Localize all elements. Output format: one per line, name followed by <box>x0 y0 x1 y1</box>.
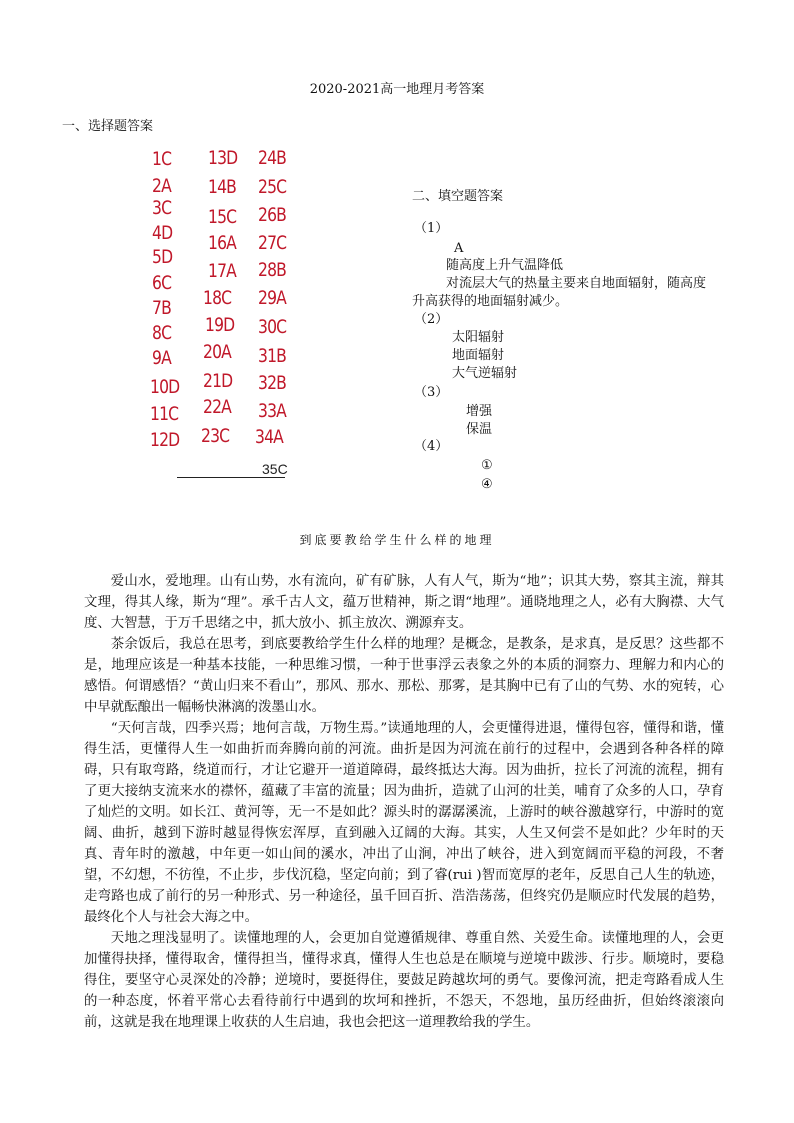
q2-item: 大气逆辐射 <box>452 366 518 381</box>
answer-item: 18C <box>203 287 232 309</box>
answer-item: 16A <box>208 232 237 254</box>
q3-item: 增强 <box>466 404 493 419</box>
answer-item: 14B <box>208 176 237 198</box>
underline-divider <box>177 477 285 478</box>
answer-item: 1C <box>152 148 172 170</box>
essay-body <box>84 571 724 1033</box>
answer-item: 26B <box>258 204 287 226</box>
q1-answer-a: A <box>454 241 464 256</box>
answer-item: 29A <box>258 287 287 309</box>
answer-item: 11C <box>150 403 179 425</box>
section2-heading: 二、填空题答案 <box>412 189 504 204</box>
answer-item: 4D <box>152 222 173 244</box>
page-title: 2020-2021高一地理月考答案 <box>309 82 485 97</box>
answer-item: 32B <box>258 372 287 394</box>
answer-item: 10D <box>150 376 180 398</box>
answer-item: 9A <box>152 347 171 369</box>
q1-answer-c2: 升高获得的地面辐射减少。 <box>412 294 569 309</box>
answer-item: 34A <box>255 426 284 448</box>
q3-item: 保温 <box>466 422 493 437</box>
answer-item: 20A <box>203 341 232 363</box>
answer-item: 21D <box>203 370 233 392</box>
answer-item: 6C <box>152 272 172 294</box>
q3-number: （3） <box>414 385 449 400</box>
section1-heading: 一、选择题答案 <box>62 119 154 134</box>
answer-item: 3C <box>152 197 172 219</box>
answer-extra: 35C <box>262 461 288 477</box>
answer-item: 33A <box>258 400 287 422</box>
answer-item: 8C <box>152 322 172 344</box>
essay-paragraph: 爱山水，爱地理。山有山势，水有流向，矿有矿脉，人有人气，斯为“地”；识其大势，察其主流，辩其文理，得其人缘，斯为“理”。承千古人文，蕴万世精神，斯之谓“地理”。通晓地理之人，必有大胸襟、大气度、大智慧，于万千思绪之中，抓大放小、抓主放次、溯源弃支。 <box>84 574 724 631</box>
answer-item: 15C <box>208 206 237 228</box>
answer-item: 27C <box>258 232 287 254</box>
essay-title: 到底要教给学生什么样的地理 <box>299 533 495 547</box>
q1-answer-c1: 对流层大气的热量主要来自地面辐射，随高度 <box>446 276 707 291</box>
answer-item: 22A <box>203 396 232 418</box>
q1-answer-b: 随高度上升气温降低 <box>446 258 564 273</box>
essay-paragraph: 茶余饭后，我总在思考，到底要教给学生什么样的地理？是概念，是教条，是求真，是反思？这些都不是，地理应该是一种基本技能，一种思维习惯，一种于世事浮云表象之外的本质的洞察力、理解力和内心的感悟。何谓感悟？“黄山归来不看山”，那风、那水、那松、那雾，是其胸中已有了山的气势、水的宛转，心中早就酝酿出一幅畅快淋漓的泼墨山水。 <box>84 637 724 715</box>
answer-item: 5D <box>152 246 173 268</box>
essay-paragraph: “天何言哉，四季兴焉；地何言哉，万物生焉。”读通地理的人，会更懂得进退，懂得包容，懂得和谐，懂得生活，更懂得人生一如曲折而奔腾向前的河流。曲折是因为河流在前行的过程中，会遇到各种各样的障碍，只有取弯路，绕道而行，才让它避开一道道障碍，最终抵达大海。因为曲折，拉长了河流的流程，拥有了更大接纳支流来水的襟怀，蕴藏了丰富的流量；因为曲折，造就了山河的壮美，哺育了众多的人口，孕育了灿烂的文明。如长江、黄河等，无一不是如此？源头时的潺潺溪流，上游时的峡谷激越穿行，中游时的宽阔、曲折，越到下游时越显得恢宏浑厚，直到融入辽阔的大海。其实，人生又何尝不是如此？少年时的天真、青年时的激越，中年更一如山间的溪水，冲出了山涧，冲出了峡谷，进入到宽阔而平稳的河段，不奢望，不幻想，不彷徨，不止步，步伐沉稳，坚定向前；到了睿(rui )智而宽厚的老年，反思自己人生的轨迹，走弯路也成了前行的另一种形式、另一种途径，虽千回百折、浩浩荡荡，但终究仍是顺应时代发展的趋势，最终化个人与社会大海之中。 <box>84 721 724 925</box>
q4-item: ④ <box>481 477 493 492</box>
answer-item: 25C <box>258 176 287 198</box>
answer-item: 2A <box>152 175 171 197</box>
q1-number: （1） <box>414 221 449 236</box>
q4-item: ① <box>481 458 493 473</box>
q2-item: 地面辐射 <box>452 348 505 363</box>
q2-number: （2） <box>414 312 449 327</box>
answer-item: 28B <box>258 259 287 281</box>
answer-item: 24B <box>258 147 287 169</box>
answer-item: 17A <box>208 260 237 282</box>
answer-item: 31B <box>258 345 287 367</box>
answer-item: 7B <box>152 297 171 319</box>
answer-item: 12D <box>150 429 180 451</box>
q4-number: （4） <box>414 439 449 454</box>
essay-paragraph: 天地之理浅显明了。读懂地理的人，会更加自觉遵循规律、尊重自然、关爱生命。读懂地理的人，会更加懂得抉择，懂得取舍，懂得担当，懂得求真，懂得人生也总是在顺境与逆境中跋涉、行步。顺境时，要稳得住，要坚守心灵深处的冷静；逆境时，要挺得住，要鼓足跨越坎坷的勇气。要像河流，把走弯路看成人生的一种态度，怀着平常心去看待前行中遇到的坎坷和挫折，不怨天，不怨地，虽历经曲折，但始终滚滚向前，这就是我在地理课上收获的人生启迪，我也会把这一道理教给我的学生。 <box>84 931 724 1030</box>
answer-item: 30C <box>258 316 287 338</box>
q2-item: 太阳辐射 <box>452 330 505 345</box>
answer-item: 13D <box>208 147 238 169</box>
answer-item: 19D <box>205 314 235 336</box>
answer-item: 23C <box>201 425 230 447</box>
